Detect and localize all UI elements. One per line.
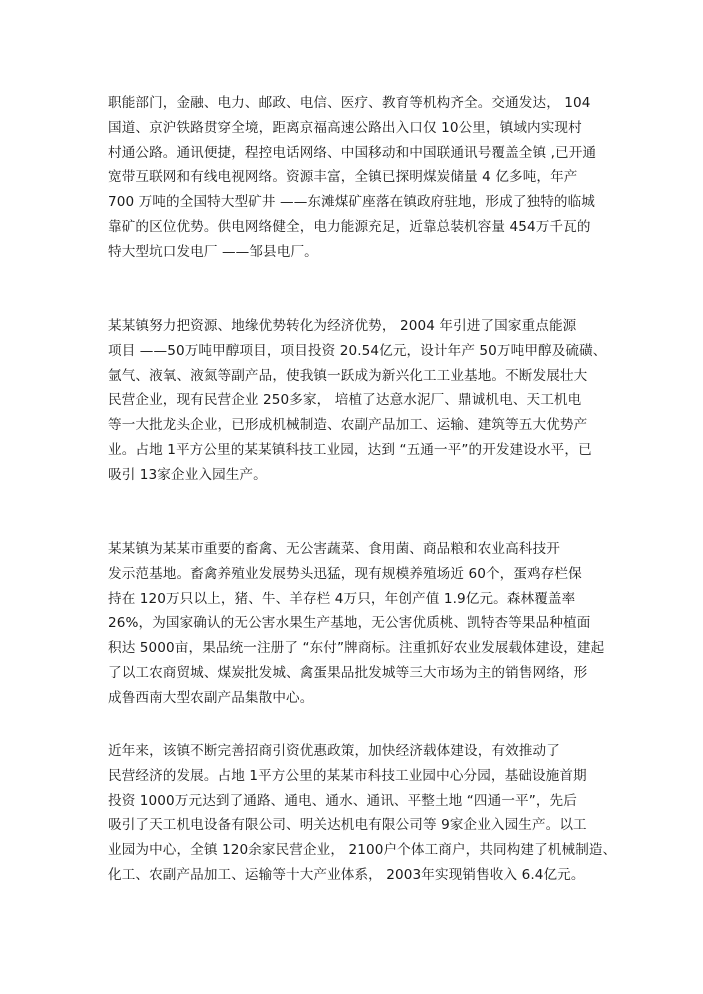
text-line: 700 万吨的全国特大型矿井 ——东滩煤矿座落在镇政府驻地，形成了独特的临城 xyxy=(108,194,595,211)
text-line: 民营经济的发展。占地 1平方公里的某某市科技工业园中心分园，基础设施首期 xyxy=(108,767,587,784)
text-line: 持在 120万只以上，猪、牛、羊存栏 4万只，年创产值 1.9亿元。森林覆盖率 xyxy=(108,590,576,607)
paragraph-industry xyxy=(108,314,608,488)
text-line: 等一大批龙头企业，已形成机械制造、农副产品加工、运输、建筑等五大优势产 xyxy=(108,417,588,434)
text-line: 村通公路。通讯便捷，程控电话网络、中国移动和中国联通讯号覆盖全镇 ,已开通 xyxy=(108,144,597,161)
text-line: 职能部门，金融、电力、邮政、电信、医疗、教育等机构齐全。交通发达， 104 xyxy=(108,95,591,111)
paragraph-agriculture xyxy=(108,537,608,711)
text-line: 吸引了天工机电设备有限公司、明关达机电有限公司等 9家企业入园生产。以工 xyxy=(108,817,587,834)
text-line: 业园为中心，全镇 120余家民营企业， 2100户个体工商户，共同构建了机械制造、 xyxy=(108,842,617,859)
text-line: 某某镇努力把资源、地缘优势转化为经济优势， 2004 年引进了国家重点能源 xyxy=(108,318,577,334)
text-line: 投资 1000万元达到了通路、通电、通水、通讯、平整土地 “四通一平”，先后 xyxy=(108,792,577,809)
paragraph-investment xyxy=(108,739,617,888)
text-line: 特大型坑口发电厂 ——邹县电厂。 xyxy=(108,243,318,260)
text-line: 26%，为国家确认的无公害水果生产基地，无公害优质桃、凯特杏等果品种植面 xyxy=(108,615,591,632)
text-line: 靠矿的区位优势。供电网络健全，电力能源充足，近靠总装机容量 454万千瓦的 xyxy=(108,218,591,235)
text-line: 了以工农商贸城、煤炭批发城、禽蛋果品批发城等三大市场为主的销售网络，形 xyxy=(108,664,588,681)
text-line: 某某镇为某某市重要的畜禽、无公害蔬菜、食用菌、商品粮和农业高科技开 xyxy=(108,541,560,557)
text-line: 积达 5000亩，果品统一注册了 “东付”牌商标。注重抓好农业发展载体建设，建起 xyxy=(108,640,605,657)
text-line: 民营企业，现有民营企业 250多家， 培植了达意水泥厂、鼎诚机电、天工机电 xyxy=(108,392,582,409)
text-line: 发示范基地。畜禽养殖业发展势头迅猛，现有规模养殖场近 60个，蛋鸡存栏保 xyxy=(108,565,582,582)
text-line: 化工、农副产品加工、运输等十大产业体系， 2003年实现销售收入 6.4亿元。 xyxy=(108,866,585,883)
paragraph-infrastructure xyxy=(108,91,608,265)
text-line: 氩气、液氧、液氮等副产品，使我镇一跃成为新兴化工工业基地。不断发展壮大 xyxy=(108,367,588,384)
text-line: 国道、京沪铁路贯穿全境，距离京福高速公路出入口仅 10公里，镇域内实现村 xyxy=(108,119,582,136)
text-line: 近年来，该镇不断完善招商引资优惠政策，加快经济载体建设，有效推动了 xyxy=(108,743,560,759)
text-line: 业。占地 1平方公里的某某镇科技工业园，达到 “五通一平”的开发建设水平，已 xyxy=(108,441,592,458)
text-line: 吸引 13家企业入园生产。 xyxy=(108,466,267,483)
text-line: 宽带互联网和有线电视网络。资源丰富，全镇已探明煤炭储量 4 亿多吨，年产 xyxy=(108,169,578,186)
text-line: 成鲁西南大型农副产品集散中心。 xyxy=(108,689,314,706)
text-line: 项目 ——50万吨甲醇项目，项目投资 20.54亿元，设计年产 50万吨甲醇及硫磺、 xyxy=(108,342,607,359)
